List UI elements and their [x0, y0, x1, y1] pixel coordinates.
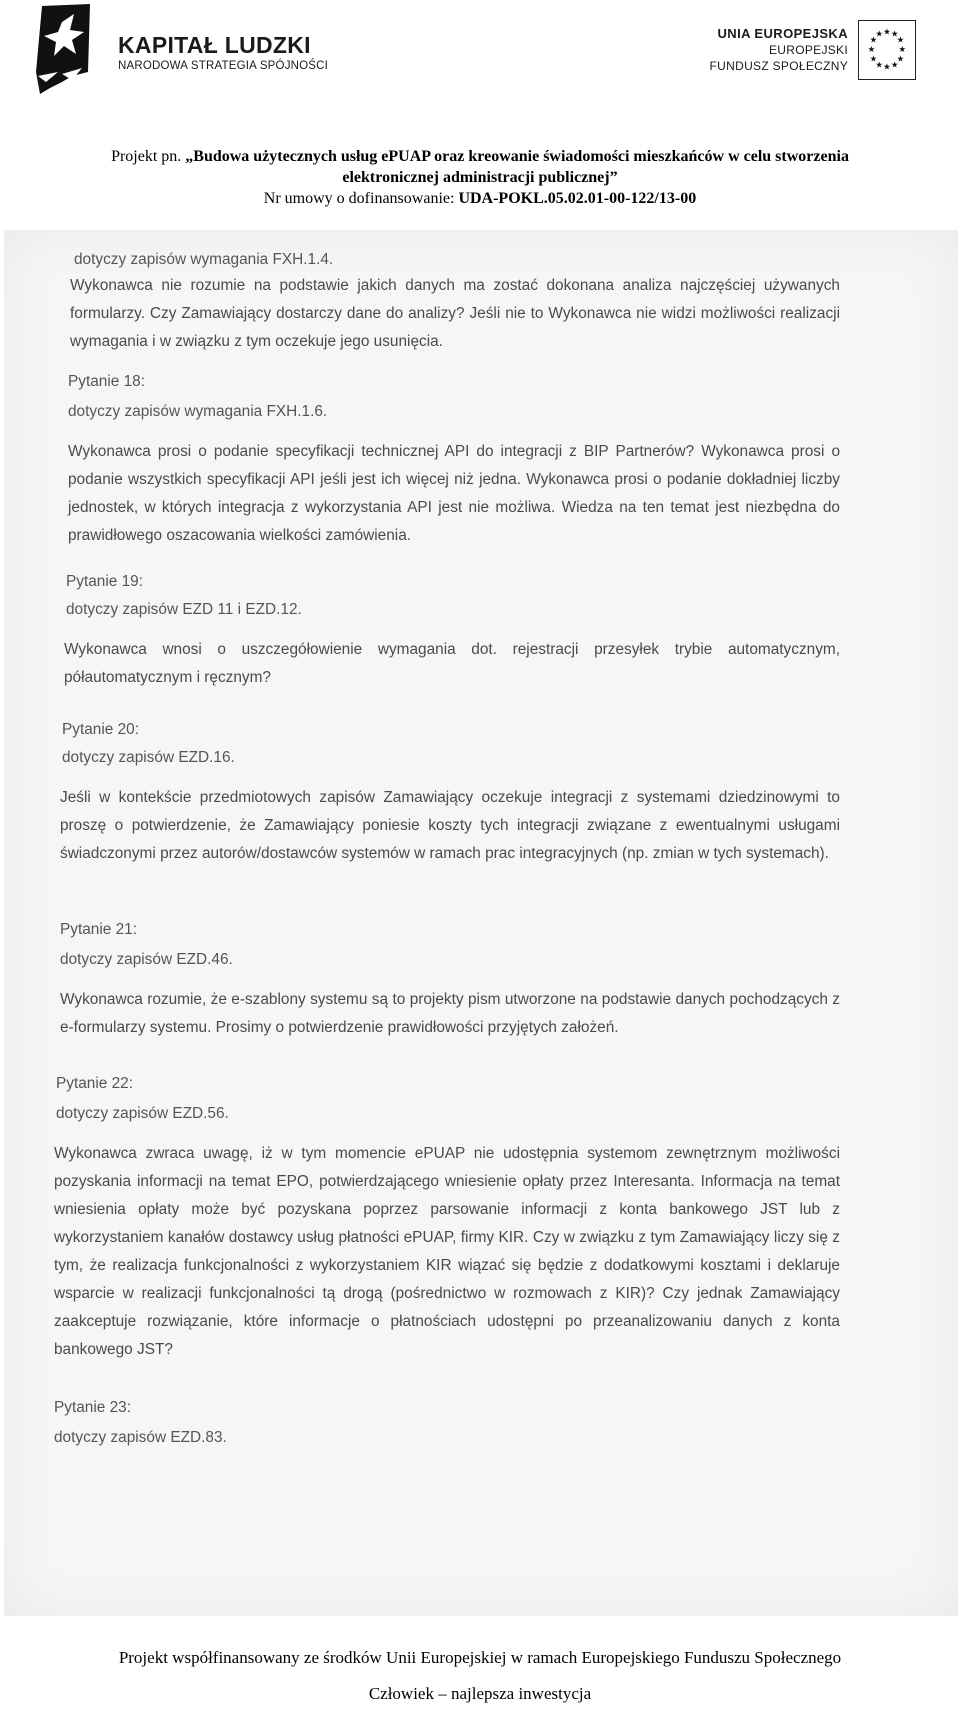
scanned-text — [4, 230, 958, 1616]
svg-text:★: ★ — [890, 59, 899, 70]
block-paragraph: Wykonawca nie rozumie na podstawie jakich danych ma zostać dokonana analiza najczęściej używanych formularzy. Czy Zamawiający dostarczy dane do analizy? Jeśli nie to Wykonawca nie widzi możliwości realizacji wymagania i w związku z tym oczekuje jego usunięcia. — [70, 277, 840, 350]
kapital-ludzki-title: KAPITAŁ LUDZKI — [118, 32, 311, 58]
eu-flag-icon — [858, 20, 916, 80]
svg-text:★: ★ — [875, 28, 884, 39]
footer-line1: Projekt współfinansowany ze środków Unii Europejskiej w ramach Europejskiego Funduszu Społecznego — [118, 1648, 842, 1667]
svg-text:★: ★ — [896, 34, 905, 45]
project-title-1: „Budowa użytecznych usług ePUAP oraz kreowanie świadomości mieszkańców w celu stworzenia — [185, 148, 849, 165]
block-heading: Pytanie 21: — [60, 921, 138, 938]
page-header — [0, 0, 960, 230]
project-info — [0, 146, 960, 209]
block-paragraph: Wykonawca zwraca uwagę, iż w tym momencie ePUAP nie udostępnia systemom zewnętrznym możliwości pozyskania informacji na temat EPO, potwierdzającego wniesienie opłaty przez Interesanta. Informacja na temat wniesienia opłaty może być pozyskana poprzez parsowanie informacji z konta bankowego JST lub z wykorzystaniem kanałów dostawcy usług płatności ePUAP, firmy KIR. Czy w związku z tym Zamawiający liczy się z tym, że realizacja funkcjonalności z wykorzystaniem KIR wiązać się będzie z dodatkowymi kosztami i deklaruje wsparcie w realizacji funkcjonalności tą drogą (pośrednictwo w rozmowach z KIR)? Czy jednak Zamawiający zaakceptuje rozwiązanie, które informacje o płatnościach udostępni po przeanalizowaniu danych z konta bankowego JST? — [54, 1145, 840, 1358]
block-heading: dotyczy zapisów EZD.16. — [62, 749, 235, 766]
block-heading: dotyczy zapisów wymagania FXH.1.6. — [68, 403, 328, 420]
project-title-line2 — [0, 167, 960, 188]
block-heading: dotyczy zapisów wymagania FXH.1.4. — [74, 251, 334, 268]
svg-text:★: ★ — [875, 59, 884, 70]
svg-text:★: ★ — [869, 34, 878, 45]
block-heading: Pytanie 20: — [62, 721, 140, 738]
block-heading: Pytanie 22: — [56, 1075, 134, 1092]
footer-line2: Człowiek – najlepsza inwestycja — [368, 1684, 592, 1703]
svg-text:★: ★ — [883, 61, 891, 72]
project-title-line1 — [0, 146, 960, 167]
svg-text:★: ★ — [898, 43, 907, 54]
block-heading: Pytanie 19: — [66, 573, 144, 590]
block-paragraph: Wykonawca rozumie, że e-szablony systemu są to projekty pism utworzone na podstawie danych pochodzących z e-formularzy systemu. Prosimy o potwierdzenie prawidłowości przyjętych założeń. — [60, 991, 840, 1036]
svg-text:★: ★ — [869, 53, 878, 64]
block-heading: Pytanie 18: — [68, 373, 146, 390]
eu-line3: FUNDUSZ SPOŁECZNY — [709, 59, 848, 73]
block-heading: dotyczy zapisów EZD.46. — [60, 951, 233, 968]
svg-text:★: ★ — [890, 28, 899, 39]
contract-line — [0, 188, 960, 209]
block-paragraph: Wykonawca wnosi o uszczegółowienie wymagania dot. rejestracji przesyłek trybie automatycznym, półautomatycznym i ręcznym? — [64, 641, 840, 686]
svg-text:★: ★ — [883, 26, 891, 37]
block-heading: Pytanie 23: — [54, 1399, 132, 1416]
kapital-ludzki-subtitle: NARODOWA STRATEGIA SPÓJNOŚCI — [118, 60, 329, 72]
page-footer — [0, 1640, 960, 1712]
block-paragraph: Jeśli w kontekście przedmiotowych zapisów Zamawiający oczekuje integracji z systemami dziedzinowymi to proszę o potwierdzenie, że Zamawiający poniesie koszty tych integracji związane z ewentualnymi usługami świadczonymi przez autorów/dostawców systemów w ramach prac integracyjnych (np. zmian w tych systemach). — [60, 789, 840, 862]
svg-text:★: ★ — [867, 43, 876, 54]
contract-prefix: Nr umowy o dofinansowanie: — [263, 190, 459, 207]
kapital-ludzki-logo-icon — [32, 2, 94, 98]
block-heading: dotyczy zapisów EZD.56. — [56, 1105, 229, 1122]
project-title-2: elektronicznej administracji publicznej” — [342, 169, 618, 186]
project-prefix: Projekt pn. — [111, 148, 186, 165]
block-heading: dotyczy zapisów EZD.83. — [54, 1429, 227, 1446]
eu-label — [710, 26, 848, 74]
contract-number: UDA-POKL.05.02.01-00-122/13-00 — [458, 190, 697, 207]
scanned-page — [4, 230, 958, 1616]
eu-line1: UNIA EUROPEJSKA — [717, 26, 848, 41]
block-paragraph: Wykonawca prosi o podanie specyfikacji technicznej API do integracji z BIP Partnerów? Wykonawca prosi o podanie wszystkich specyfikacji API jeśli jest ich więcej niż jedna. Wykonawca prosi o podanie dokładniej liczby jednostek, w których integracja z wykorzystania API jest nie możliwa. Wiedza na ten temat jest niezbędna do prawidłowego oszacowania wielkości zamówienia. — [68, 443, 840, 544]
svg-text:★: ★ — [896, 53, 905, 64]
eu-line2: EUROPEJSKI — [768, 43, 848, 57]
block-heading: dotyczy zapisów EZD 11 i EZD.12. — [66, 601, 302, 618]
